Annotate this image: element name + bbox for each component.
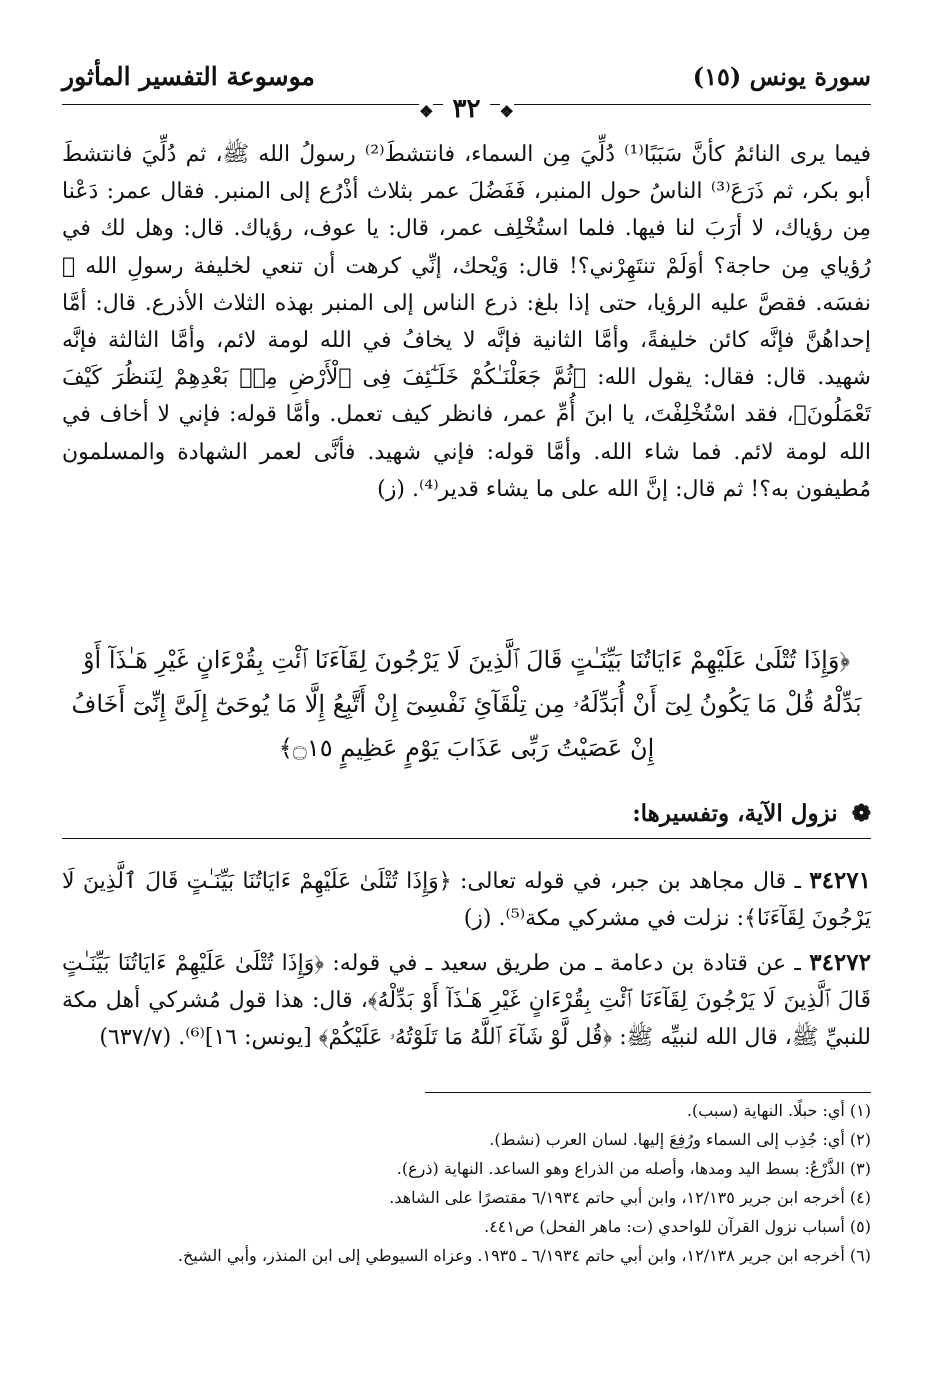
ornament-icon: ❖: [499, 102, 514, 121]
footnote: (٥) أسباب نزول القرآن للواحدي (ت: ماهر الفحل) ص٤٤١.: [484, 1217, 871, 1236]
hadith-number: ٣٤٢٧٢: [809, 949, 871, 976]
section-heading-text: نزول الآية، وتفسيرها:: [632, 800, 838, 827]
quran-verse: ﴿وَإِذَا تُتْلَىٰ عَلَيْهِمْ ءَايَاتُنَا بَيِّنَـٰتٍ قَالَ ٱلَّذِينَ لَا يَرْجُونَ لِقَآءَنَا ٱئْتِ بِقُرْءَانٍ غَيْرِ هَـٰذَآ أَوْ بَدِّلْهُ قُلْ مَا يَكُونُ لِىٓ أَنْ أُبَدِّلَهُۥ مِن تِلْقَآئِ نَفْسِىٓ إِنْ أَتَّبِعُ إِلَّا مَا يُوحَىٰٓ إِلَىَّ إِنِّىٓ أَخَافُ إِنْ عَصَيْتُ رَبِّى عَذَابَ يَوْمٍ عَظِيمٍ ۝١٥﴾: [71, 646, 862, 762]
footnote: (٤) أخرجه ابن جرير ١٢/١٣٥، وابن أبي حاتم ٦/١٩٣٤ مقتصرًا على الشاهد.: [389, 1188, 871, 1207]
narration-paragraph: فيما يرى النائمُ كأنَّ سَبَبًا⁽¹⁾ دُلِّيَ مِن السماء، فانتشطَ⁽²⁾ رسولُ الله ﷺ، ثم دُلِّيَ فانتشطَ أبو بكر، ثم ذَرَعَ⁽³⁾ الناسُ حول المنبر، فَفَضُلَ عمر بثلاث أذْرُع إلى المنبر. فقال عمر: دَعْنا مِن رؤياك، لا أرَبَ لنا فيها. فلما استُخْلِف عمر، قال: يا عوف، رؤياك. قال: وهل لك في رُؤياي مِن حاجة؟ أوَلَمْ تنتَهِرْني؟! قال: وَيْحك، إنِّي كرهت أن تنعي لخليفة رسولِ الله ﷺ نفسَه. فقصَّ عليه الرؤيا، حتى إذا بلغ: ذرع الناس إلى المنبر بهذه الثلاث الأذرع. قال: أمَّا إحداهُنَّ فإنَّه كائن خليفةً، وأمَّا الثانية فإنَّه لا يخافُ في الله لومة لائم، وأمَّا الثالثة فإنَّه شهيد. قال: فقال: يقول الله: ﴿ثُمَّ جَعَلْنَـٰكُمْ خَلَـٰٓئِفَ فِى ٱلْأَرْضِ مِنۢ بَعْدِهِمْ لِنَنظُرَ كَيْفَ تَعْمَلُونَ﴾، فقد اسْتُخْلِفْتَ، يا ابنَ أُمِّ عمر، فانظر كيف تعمل. وأمَّا قوله: فإني لا أخاف في الله لومة لائم. فما شاء الله. وأمَّا قوله: فإني شهيد. فأنَّى لعمر الشهادة والمسلمون مُطيفون به؟! ثم قال: إنَّ الله على ما يشاء قدير⁽⁴⁾. (ز): [62, 142, 872, 502]
footnotes: [62, 1096, 871, 1270]
hadith-number: ٣٤٢٧١: [809, 867, 871, 894]
section-heading: [632, 800, 871, 827]
hadith-entry: [62, 862, 871, 937]
footnote-divider: [425, 1092, 871, 1093]
footnote: (٦) أخرجه ابن جرير ١٢/١٣٨، وابن أبي حاتم ٦/١٩٣٤ ـ ١٩٣٥. وعزاه السيوطي إلى ابن المنذر، وأبي الشيخ.: [177, 1246, 871, 1265]
surah-header: سورة يونس (١٥): [692, 62, 871, 91]
section-divider: [62, 838, 871, 839]
footnote: (٢) أي: جُذِب إلى السماء ورُفِعَ إليها. لسان العرب (نشط).: [489, 1130, 871, 1149]
page-number: ٣٢: [443, 94, 491, 124]
footnote: (٣) الذَّرْعُ: بسط اليد ومدها، وأصله من الذراع وهو الساعد. النهاية (ذرع).: [396, 1159, 871, 1178]
hadith-text: ـ قال مجاهد بن جبر، في قوله تعالى: ﴿وَإِذَا تُتْلَىٰ عَلَيْهِمْ ءَايَاتُنَا بَيِّنَـٰتٍ قَالَ ٱلَّذِينَ لَا يَرْجُونَ لِقَآءَنَا﴾: نزلت في مشركي مكة⁽⁵⁾. (ز): [62, 869, 871, 931]
hadith-text: ـ عن قتادة بن دعامة ـ من طريق سعيد ـ في قوله: ﴿وَإِذَا تُتْلَىٰ عَلَيْهِمْ ءَايَاتُنَا بَيِّنَـٰتٍ قَالَ ٱلَّذِينَ لَا يَرْجُونَ لِقَآءَنَا ٱئْتِ بِقُرْءَانٍ غَيْرِ هَـٰذَآ أَوْ بَدِّلْهُ﴾، قال: هذا قول مُشركي أهل مكة للنبيِّ ﷺ، قال الله لنبيِّه ﷺ: ﴿قُل لَّوْ شَآءَ ٱللَّهُ مَا تَلَوْتُهُۥ عَلَيْكُمْ﴾ [يونس: ١٦]⁽⁶⁾. (٦٣٧/٧): [62, 951, 871, 1050]
footnote: (١) أي: حبلًا. النهاية (سبب).: [686, 1101, 871, 1120]
running-header: [62, 62, 871, 98]
hadith-entry: [62, 944, 871, 1056]
flower-ornament-icon: ❁: [851, 800, 871, 827]
series-title: موسوعة التفسير المأثور: [62, 62, 315, 91]
ornament-icon: ❖: [419, 102, 434, 121]
page-number-block: [0, 94, 933, 124]
